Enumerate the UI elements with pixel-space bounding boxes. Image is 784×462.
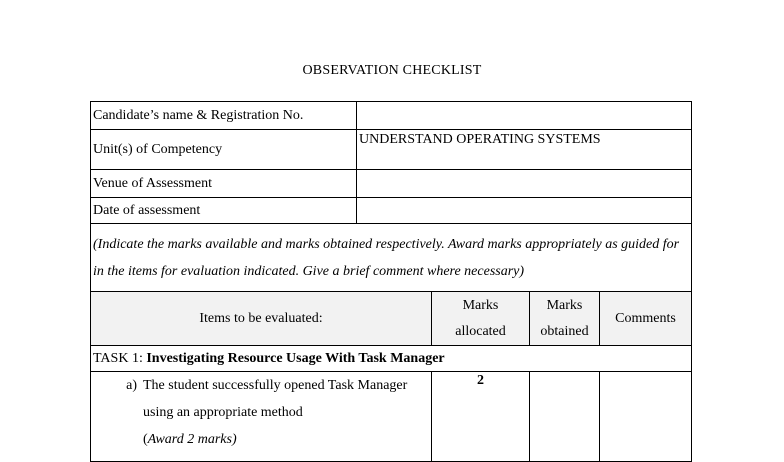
venue-row — [91, 170, 692, 198]
item-a-row — [91, 372, 692, 462]
date-label: Date of assessment — [91, 198, 357, 224]
marks-obtained-header-line2: obtained — [540, 323, 589, 339]
item-a-award-text: Award 2 marks) — [147, 432, 237, 447]
task-title — [91, 346, 692, 372]
item-a-line3 — [91, 426, 431, 453]
unit-of-competency-label: Unit(s) of Competency — [91, 130, 357, 170]
item-a-award-open: ( — [143, 432, 148, 447]
task-name: Investigating Resource Usage With Task Manager — [146, 350, 445, 366]
item-a-text-line1: The student successfully opened Task Manager — [143, 378, 408, 393]
item-a-line2 — [91, 399, 431, 426]
date-row — [91, 198, 692, 224]
marks-allocated-header-line1: Marks — [462, 297, 499, 313]
item-a-text-line2: using an appropriate method — [143, 405, 303, 420]
observation-checklist-table — [90, 101, 692, 462]
comments-header: Comments — [600, 292, 692, 346]
marks-allocated-header-line2: allocated — [455, 323, 506, 339]
candidate-name-row — [91, 102, 692, 130]
item-a-marks-allocated: 2 — [432, 372, 530, 462]
marks-obtained-header — [530, 292, 600, 346]
page-title: OBSERVATION CHECKLIST — [302, 63, 482, 78]
item-a-description — [91, 372, 432, 462]
item-a-marks-obtained[interactable] — [530, 372, 600, 462]
item-a-award-note — [143, 426, 431, 453]
item-a-comments[interactable] — [600, 372, 692, 462]
instruction-text: (Indicate the marks available and marks obtained respectively. Award marks appropriately as guided for in the items for evaluation indicated. Give a brief comment where necessary) — [91, 224, 692, 292]
candidate-name-field[interactable] — [357, 102, 692, 130]
unit-of-competency-value: UNDERSTAND OPERATING SYSTEMS — [357, 130, 692, 170]
date-field[interactable] — [357, 198, 692, 224]
item-a-line1 — [91, 372, 431, 399]
candidate-name-label: Candidate’s name & Registration No. — [91, 102, 357, 130]
task-row — [91, 346, 692, 372]
venue-label: Venue of Assessment — [91, 170, 357, 198]
unit-of-competency-row — [91, 130, 692, 170]
column-header-row — [91, 292, 692, 346]
instruction-row — [91, 224, 692, 292]
items-header: Items to be evaluated: — [91, 292, 432, 346]
task-prefix: TASK 1: — [93, 350, 147, 366]
item-a-letter: a) — [126, 378, 137, 393]
marks-obtained-header-line1: Marks — [546, 297, 583, 313]
marks-allocated-header — [432, 292, 530, 346]
venue-field[interactable] — [357, 170, 692, 198]
